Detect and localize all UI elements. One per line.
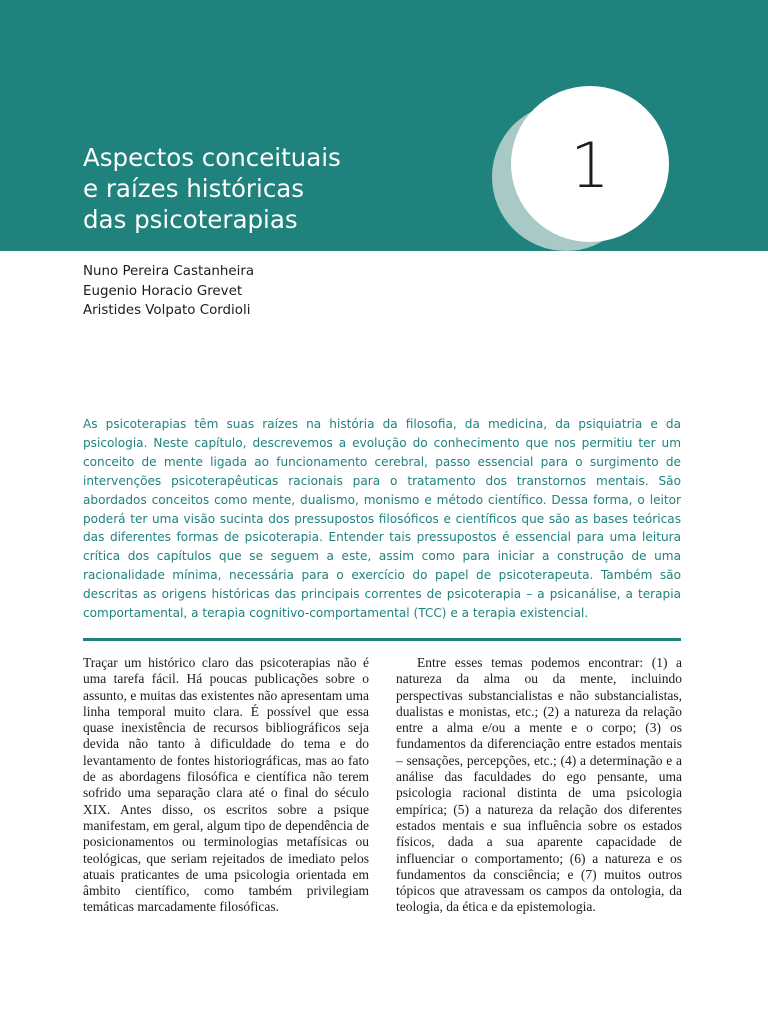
body-left-column: Traçar um histórico claro das psicoterapias não é uma tarefa fácil. Há poucas publicações sobre o assunto, e muitas das existentes não apresentam uma linha temporal muito clara. É possível que essa quase inexistência de recursos bibliográficos seja devida não tanto à dificuldade do tema e do levantamento de fontes historiográficas, mas ao fato de as abordagens filosófica e científica não terem sofrido uma separação clara até o final do século XIX. Antes disso, os escritos sobre a psique manifestam, em geral, algum tipo de dependência de posicionamentos ou terminologias metafísicas ou teológicas, que seriam rejeitados de imediato pelos atuais praticantes de uma psicologia orientada em âmbito científico, como também privilegiam temáticas marcadamente filosóficas. xyxy=(83,655,369,915)
chapter-title-line-1: Aspectos conceituais xyxy=(83,143,341,172)
chapter-title xyxy=(83,142,463,235)
chapter-title-line-2: e raízes históricas xyxy=(83,174,305,203)
chapter-abstract: As psicoterapias têm suas raízes na história da filosofia, da medicina, da psiquiatria e da psicologia. Neste capítulo, descrevemos a evolução do conhecimento que nos permitiu ter um conceito de mente ligada ao funcionamento cerebral, passo essencial para o surgimento de intervenções psicoterapêuticas racionais para o tratamento dos transtornos mentais. São abordados conceitos como mente, dualismo, monismo e método científico. Dessa forma, o leitor poderá ter uma visão sucinta dos pressupostos filosóficos e científicos que são as bases teóricas das diferentes formas de psicoterapia. Entender tais pressupostos é essencial para uma leitura crítica dos capítulos que se seguem a este, assim como para iniciar a construção de uma racionalidade mínima, necessária para o exercício do papel de psicoterapeuta. Também são descritas as origens históricas das principais correntes de psicoterapia – a psicanálise, a terapia comportamental, a terapia cognitivo-comportamental (TCC) e a terapia existencial. xyxy=(83,417,681,621)
author-name: Eugenio Horacio Grevet xyxy=(83,283,243,299)
chapter-number-badge xyxy=(486,82,672,262)
body-right-column: Entre esses temas podemos encontrar: (1) a natureza da alma ou da mente, incluindo perspectivas substancialistas e não substancialistas, dualistas e monistas, etc.; (2) a natureza da relação entre a alma e/ou a mente e o corpo; (3) os fundamentos da diferenciação entre estados mentais – sensações, percepções, etc.; (4) a determinação e a análise das faculdades do ego pensante, uma psicologia racional distinta de uma psicologia empírica; (5) a natureza da relação dos diferentes estados mentais e sua influência sobre os estados físicos, dada a sua aparente capacidade de influenciar o comportamento; (6) a natureza e os fundamentos da consciência; e (7) muitos outros tópicos que atravessam os campos da ontologia, da teologia, da ética e da epistemologia. xyxy=(396,655,682,915)
chapter-title-line-3: das psicoterapias xyxy=(83,205,298,234)
author-list xyxy=(83,262,254,321)
author-name: Nuno Pereira Castanheira xyxy=(83,264,255,279)
chapter-number: 1 xyxy=(570,129,610,202)
author-name: Aristides Volpato Cordioli xyxy=(83,303,251,318)
section-divider xyxy=(83,638,681,641)
